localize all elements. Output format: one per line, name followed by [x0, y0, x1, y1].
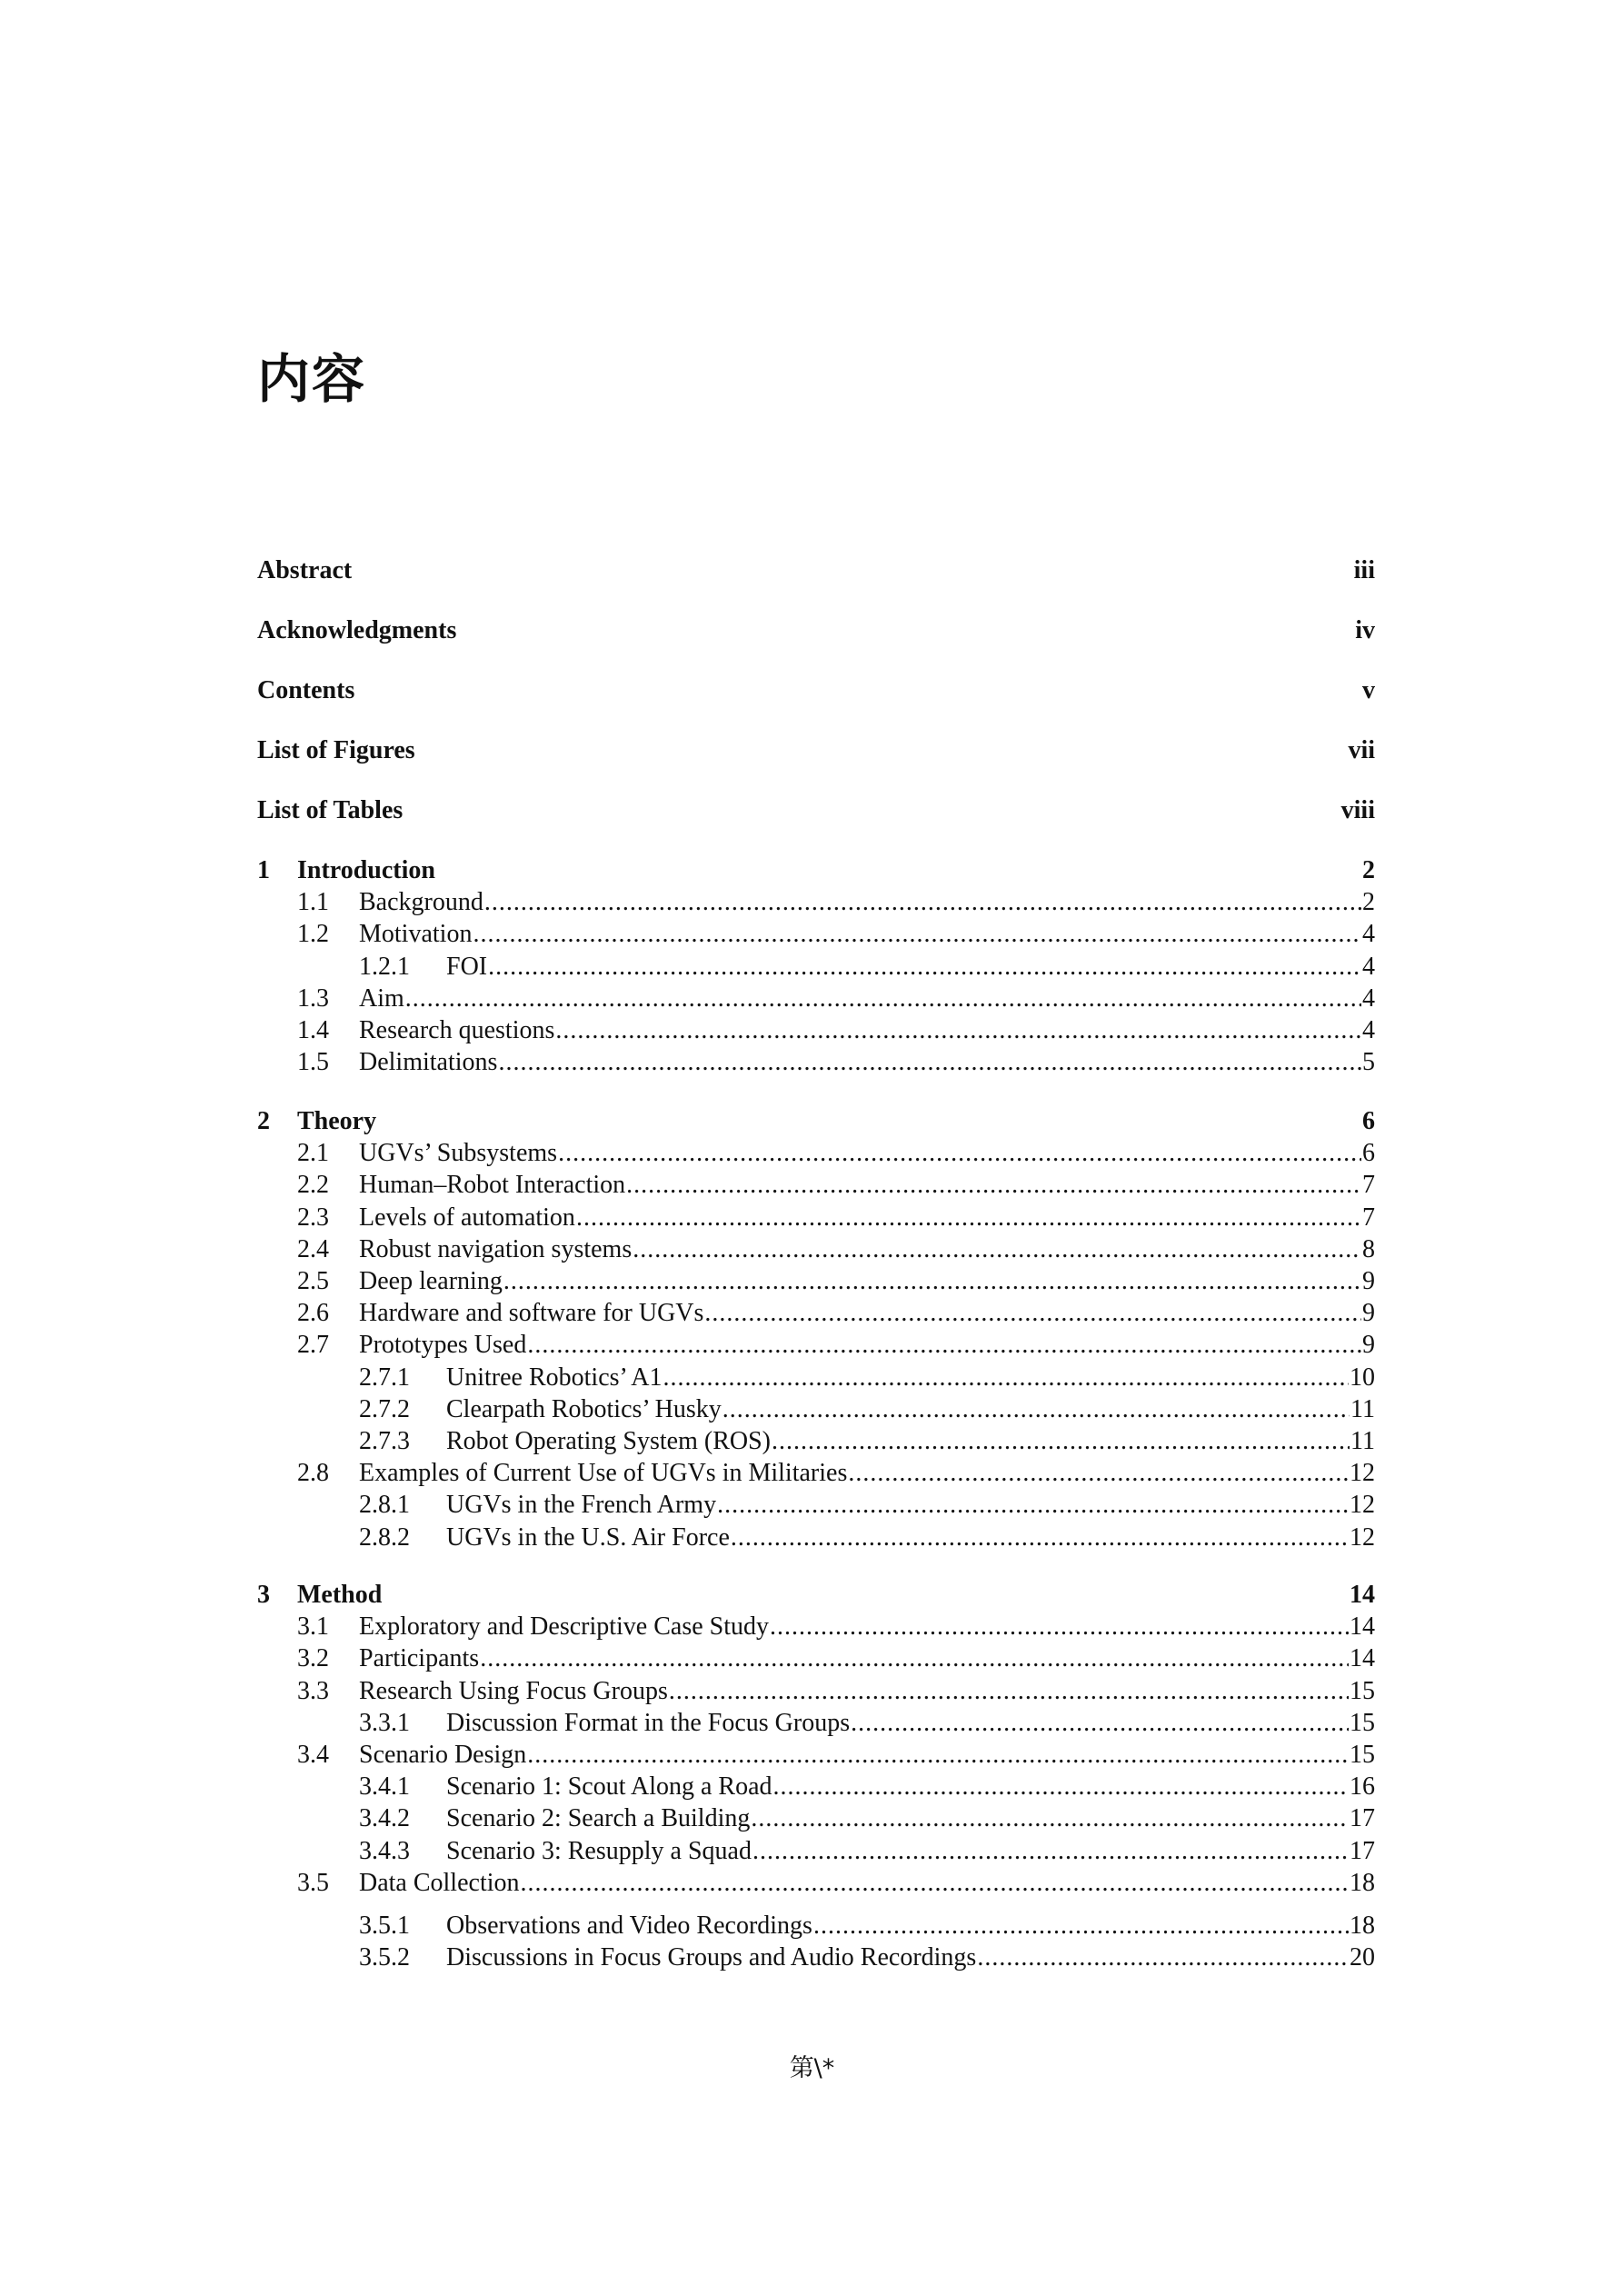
- toc-page-number: iii: [1353, 556, 1375, 584]
- toc-front-matter-entry[interactable]: [257, 615, 1375, 646]
- toc-section-entry[interactable]: [257, 1047, 1375, 1078]
- toc-entry-title: Theory: [297, 1107, 377, 1135]
- toc-entry-title: Robust navigation systems: [359, 1235, 633, 1263]
- toc-dot-leader: [527, 1330, 1361, 1361]
- toc-dot-leader: [731, 1522, 1349, 1553]
- toc-page-number: 18: [1350, 1869, 1375, 1897]
- toc-section-number: 3.3.1: [359, 1709, 410, 1737]
- toc-dot-leader: [717, 1490, 1349, 1521]
- toc-page-number: 7: [1362, 1203, 1375, 1232]
- toc-section-number: 2.7: [297, 1331, 329, 1359]
- toc-entry-title: Acknowledgments: [257, 616, 457, 644]
- toc-section-entry[interactable]: [257, 1170, 1375, 1201]
- toc-entry-title: Research Using Focus Groups: [359, 1677, 668, 1705]
- toc-entry-title: Levels of automation: [359, 1203, 575, 1232]
- toc-page-number: 20: [1350, 1943, 1375, 1972]
- toc-subsection-entry[interactable]: [257, 1522, 1375, 1553]
- toc-section-entry[interactable]: [257, 1330, 1375, 1361]
- toc-page-number: 10: [1350, 1363, 1375, 1392]
- toc-section-number: 2.8.1: [359, 1491, 410, 1519]
- toc-page-number: viii: [1340, 796, 1375, 824]
- toc-subsection-entry[interactable]: [257, 1803, 1375, 1834]
- toc-dot-leader: [488, 952, 1361, 983]
- toc-page-number: 4: [1362, 953, 1375, 981]
- toc-entry-title: Introduction: [297, 856, 435, 884]
- toc-page-number: 2: [1362, 888, 1375, 916]
- toc-section-number: 3.4.1: [359, 1772, 410, 1801]
- toc-dot-leader: [851, 1708, 1349, 1739]
- toc-page-number: 6: [1362, 1139, 1375, 1167]
- toc-entry-title: List of Tables: [257, 796, 404, 824]
- toc-page-number: 15: [1350, 1741, 1375, 1769]
- toc-entry-title: Observations and Video Recordings: [446, 1912, 812, 1940]
- toc-section-entry[interactable]: [257, 1458, 1375, 1489]
- toc-page-number: 2: [1362, 856, 1375, 884]
- toc-dot-leader: [848, 1458, 1349, 1489]
- toc-section-number: 3.4.3: [359, 1837, 410, 1865]
- toc-section-number: 2.7.1: [359, 1363, 410, 1392]
- toc-page-number: 8: [1362, 1235, 1375, 1263]
- toc-page-number: 14: [1350, 1581, 1375, 1609]
- toc-entry-title: Scenario 2: Search a Building: [446, 1804, 751, 1832]
- toc-entry-title: Aim: [359, 984, 404, 1013]
- toc-dot-leader: [977, 1942, 1349, 1973]
- toc-section-entry[interactable]: [257, 1015, 1375, 1046]
- toc-chapter-number: 1: [257, 856, 270, 884]
- toc-section-number: 3.5: [297, 1869, 329, 1897]
- toc-entry-title: UGVs in the U.S. Air Force: [446, 1523, 730, 1552]
- toc-page-number: 4: [1362, 920, 1375, 948]
- toc-page-number: 12: [1350, 1523, 1375, 1552]
- toc-section-number: 3.1: [297, 1612, 329, 1641]
- toc-page-number: 6: [1362, 1107, 1375, 1135]
- toc-entry-title: Prototypes Used: [359, 1331, 527, 1359]
- toc-section-number: 1.3: [297, 984, 329, 1013]
- toc-subsection-entry[interactable]: [257, 1426, 1375, 1457]
- toc-page-number: 12: [1350, 1459, 1375, 1487]
- toc-subsection-entry[interactable]: [257, 952, 1375, 983]
- toc-entry-title: Background: [359, 888, 483, 916]
- toc-entry-title: Contents: [257, 676, 355, 704]
- toc-entry-title: Unitree Robotics’ A1: [446, 1363, 663, 1392]
- toc-entry-title: Clearpath Robotics’ Husky: [446, 1395, 722, 1423]
- toc-entry-title: Robot Operating System (ROS): [446, 1427, 771, 1455]
- toc-dot-leader: [503, 1266, 1361, 1297]
- toc-section-entry[interactable]: [257, 1298, 1375, 1329]
- toc-page-number: 4: [1362, 984, 1375, 1013]
- toc-dot-leader: [484, 887, 1361, 918]
- toc-page-number: v: [1362, 676, 1375, 704]
- toc-front-matter-entry[interactable]: [257, 675, 1375, 706]
- toc-page-number: 9: [1362, 1267, 1375, 1295]
- toc-subsection-entry[interactable]: [257, 1772, 1375, 1802]
- toc-section-entry[interactable]: [257, 1676, 1375, 1707]
- toc-dot-leader: [663, 1363, 1349, 1393]
- toc-entry-title: Scenario Design: [359, 1741, 527, 1769]
- toc-page-number: iv: [1355, 616, 1375, 644]
- toc-page-number: 16: [1350, 1772, 1375, 1801]
- toc-section-number: 2.3: [297, 1203, 329, 1232]
- toc-section-entry[interactable]: [257, 1138, 1375, 1169]
- toc-entry-title: Human–Robot Interaction: [359, 1171, 626, 1199]
- toc-section-entry[interactable]: [257, 887, 1375, 918]
- toc-entry-title: UGVs in the French Army: [446, 1491, 717, 1519]
- toc-page-number: vii: [1348, 736, 1375, 764]
- toc-section-number: 1.2.1: [359, 953, 410, 981]
- toc-section-entry[interactable]: [257, 1203, 1375, 1233]
- toc-entry-title: Scenario 3: Resupply a Squad: [446, 1837, 752, 1865]
- toc-page-number: 14: [1350, 1644, 1375, 1672]
- toc-front-matter-entry[interactable]: [257, 735, 1375, 766]
- toc-dot-leader: [555, 1015, 1361, 1046]
- toc-section-number: 1.2: [297, 920, 329, 948]
- toc-dot-leader: [405, 983, 1361, 1014]
- toc-entry-title: List of Figures: [257, 736, 415, 764]
- toc-entry-title: Hardware and software for UGVs: [359, 1299, 704, 1327]
- toc-page-number: 9: [1362, 1331, 1375, 1359]
- toc-chapter-number: 3: [257, 1581, 270, 1609]
- toc-page-number: 12: [1350, 1491, 1375, 1519]
- toc-subsection-entry[interactable]: [257, 1942, 1375, 1973]
- page-footer: 第\*: [789, 2054, 835, 2082]
- toc-chapter-entry[interactable]: [257, 1580, 1375, 1611]
- toc-section-number: 3.4: [297, 1741, 329, 1769]
- toc-chapter-entry[interactable]: [257, 1106, 1375, 1137]
- toc-dot-leader: [669, 1676, 1349, 1707]
- toc-front-matter-entry[interactable]: [257, 795, 1375, 826]
- toc-chapter-number: 2: [257, 1107, 270, 1135]
- toc-section-number: 3.5.1: [359, 1912, 410, 1940]
- toc-page-number: 14: [1350, 1612, 1375, 1641]
- toc-section-entry[interactable]: [257, 919, 1375, 950]
- toc-dot-leader: [773, 1772, 1349, 1802]
- page-title: 内容: [257, 348, 367, 410]
- toc-entry-title: Discussions in Focus Groups and Audio Recordings: [446, 1943, 977, 1972]
- toc-subsection-entry[interactable]: [257, 1708, 1375, 1739]
- toc-section-entry[interactable]: [257, 1266, 1375, 1297]
- toc-entry-title: Data Collection: [359, 1869, 520, 1897]
- toc-entry-title: Delimitations: [359, 1048, 498, 1076]
- toc-section-entry[interactable]: [257, 1740, 1375, 1771]
- toc-section-entry[interactable]: [257, 1612, 1375, 1642]
- toc-dot-leader: [626, 1170, 1361, 1201]
- toc-section-number: 2.7.3: [359, 1427, 410, 1455]
- toc-section-number: 2.6: [297, 1299, 329, 1327]
- toc-dot-leader: [770, 1612, 1349, 1642]
- toc-dot-leader: [521, 1868, 1349, 1899]
- toc-dot-leader: [751, 1803, 1349, 1834]
- toc-entry-title: Participants: [359, 1644, 480, 1672]
- toc-dot-leader: [633, 1234, 1361, 1265]
- toc-section-number: 2.8: [297, 1459, 329, 1487]
- toc-dot-leader: [527, 1740, 1349, 1771]
- toc-section-entry[interactable]: [257, 1234, 1375, 1265]
- toc-page-number: 9: [1362, 1299, 1375, 1327]
- toc-section-number: 2.1: [297, 1139, 329, 1167]
- toc-dot-leader: [772, 1426, 1350, 1457]
- toc-section-number: 2.7.2: [359, 1395, 410, 1423]
- toc-dot-leader: [473, 919, 1361, 950]
- toc-section-number: 1.1: [297, 888, 329, 916]
- toc-entry-title: Research questions: [359, 1016, 555, 1044]
- toc-section-number: 2.4: [297, 1235, 329, 1263]
- toc-front-matter-entry[interactable]: [257, 555, 1375, 586]
- toc-section-number: 3.4.2: [359, 1804, 410, 1832]
- toc-dot-leader: [704, 1298, 1361, 1329]
- toc-section-entry[interactable]: [257, 1643, 1375, 1674]
- toc-entry-title: Examples of Current Use of UGVs in Militaries: [359, 1459, 848, 1487]
- toc-section-number: 1.5: [297, 1048, 329, 1076]
- toc-entry-title: Discussion Format in the Focus Groups: [446, 1709, 851, 1737]
- toc-entry-title: FOI: [446, 953, 488, 981]
- toc-dot-leader: [498, 1047, 1361, 1078]
- toc-section-number: 2.2: [297, 1171, 329, 1199]
- toc-dot-leader: [752, 1836, 1349, 1867]
- toc-page-number: 11: [1350, 1427, 1375, 1455]
- toc-section-number: 2.5: [297, 1267, 329, 1295]
- toc-dot-leader: [722, 1394, 1350, 1425]
- toc-section-number: 3.3: [297, 1677, 329, 1705]
- toc-subsection-entry[interactable]: [257, 1394, 1375, 1425]
- toc-dot-leader: [558, 1138, 1361, 1169]
- toc-page-number: 7: [1362, 1171, 1375, 1199]
- toc-entry-title: Deep learning: [359, 1267, 503, 1295]
- toc-page-number: 11: [1350, 1395, 1375, 1423]
- toc-page-number: 15: [1350, 1677, 1375, 1705]
- toc-entry-title: Exploratory and Descriptive Case Study: [359, 1612, 770, 1641]
- toc-dot-leader: [813, 1911, 1349, 1942]
- toc-entry-title: Method: [297, 1581, 383, 1609]
- toc-page-number: 18: [1350, 1912, 1375, 1940]
- toc-subsection-entry[interactable]: [257, 1911, 1375, 1942]
- toc-entry-title: UGVs’ Subsystems: [359, 1139, 558, 1167]
- toc-section-entry[interactable]: [257, 983, 1375, 1014]
- toc-subsection-entry[interactable]: [257, 1490, 1375, 1521]
- toc-page-number: 5: [1362, 1048, 1375, 1076]
- toc-page-number: 4: [1362, 1016, 1375, 1044]
- toc-page-number: 17: [1350, 1804, 1375, 1832]
- toc-subsection-entry[interactable]: [257, 1363, 1375, 1393]
- toc-dot-leader: [576, 1203, 1361, 1233]
- toc-entry-title: Scenario 1: Scout Along a Road: [446, 1772, 772, 1801]
- toc-section-number: 3.2: [297, 1644, 329, 1672]
- toc-entry-title: Motivation: [359, 920, 473, 948]
- toc-section-number: 1.4: [297, 1016, 329, 1044]
- toc-dot-leader: [480, 1643, 1349, 1674]
- toc-section-number: 3.5.2: [359, 1943, 410, 1972]
- toc-subsection-entry[interactable]: [257, 1836, 1375, 1867]
- toc-chapter-entry[interactable]: [257, 855, 1375, 886]
- toc-page-number: 17: [1350, 1837, 1375, 1865]
- toc-page-number: 15: [1350, 1709, 1375, 1737]
- toc-section-number: 2.8.2: [359, 1523, 410, 1552]
- toc-section-entry[interactable]: [257, 1868, 1375, 1899]
- toc-entry-title: Abstract: [257, 556, 353, 584]
